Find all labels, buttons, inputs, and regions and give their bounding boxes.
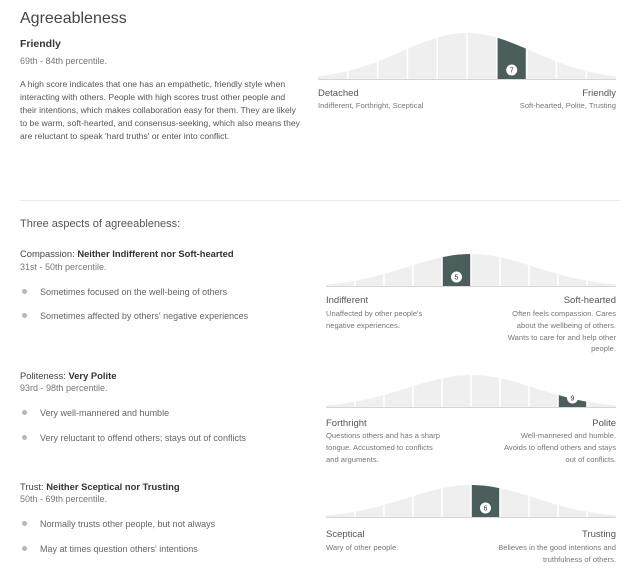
trait-description: A high score indicates that one has an empathetic, friendly style when interacting with others. People with high scores trust other people and their intentions, which makes collaboration easy for them. They are likely to be warm, soft-hearted, and consensus-seeking, which also means they are reluctant to speak 'hard truths' or enter into conflict. [20,79,300,141]
scale-right-desc: Often feels compassion. Cares about the wellbeing of others. Wants to care for and help other people. [507,309,616,354]
trait-name: Friendly [20,38,61,50]
aspect-title-politeness [20,370,116,381]
score-value: 6 [483,505,488,513]
aspect-bullet [20,433,246,443]
scale-right-label: Trusting [582,529,616,540]
section-heading: Agreeableness [20,10,127,27]
scale-right-desc: Well-mannered and humble. Avoids to offend others and stays out of conflicts. [503,431,616,464]
bullet-text: May at times question others' intentions [40,544,198,554]
bullet-dot [22,435,27,440]
score-value: 9 [570,395,575,403]
scale-right-label: Polite [592,418,616,429]
aspect-level: Very Polite [68,370,117,381]
aspect-title-compassion [20,248,234,259]
scale-right-sub: Soft-hearted, Polite, Trusting [519,101,616,110]
scale-left-desc: Questions others and has a sharp tongue. Accustomed to conflicts and arguments. [326,431,440,464]
bullet-dot [22,546,27,551]
aspect-level: Neither Indifferent nor Soft-hearted [77,248,234,259]
aspect-bullet [20,408,169,418]
score-value: 5 [454,274,459,282]
aspect-prefix: Politeness: [20,370,69,381]
scale-left-label: Indifferent [326,295,369,306]
aspect-bullet [20,287,227,297]
scale-right-label: Friendly [582,88,616,99]
aspect-percentile: 93rd - 98th percentile. [20,383,108,393]
aspect-bullet [20,311,248,321]
bullet-dot [22,313,27,318]
aspect-prefix: Trust: [20,481,47,492]
scale-right-desc: Believes in the good intentions and truthfulness of others. [498,543,616,564]
bullet-dot [22,289,27,294]
scale-left-label: Sceptical [326,529,365,540]
scale-left-label: Forthright [326,418,367,429]
scale-left-sub: Indifferent, Forthright, Sceptical [318,101,424,110]
bullet-text: Sometimes affected by others' negative experiences [40,311,249,321]
bell-chart-main [318,32,616,80]
bullet-dot [22,521,27,526]
bullet-dot [22,410,27,415]
divider [20,200,620,201]
bell-chart-politeness [326,374,616,408]
bullet-text: Normally trusts other people, but not always [40,519,216,529]
bell-chart-compassion [326,253,616,287]
scale-left-label: Detached [318,88,359,99]
aspect-percentile: 31st - 50th percentile. [20,262,107,272]
aspect-bullet [20,544,198,554]
aspect-percentile: 50th - 69th percentile. [20,494,108,504]
aspect-title-trust [20,481,180,492]
score-value: 7 [509,67,514,75]
scale-left-desc: Unaffected by other people's negative experiences. [326,309,423,330]
aspects-heading: Three aspects of agreeableness: [20,218,181,230]
aspect-prefix: Compassion: [20,248,78,259]
bell-chart-trust [326,484,616,518]
bullet-text: Sometimes focused on the well-being of others [40,287,228,297]
scale-right-label: Soft-hearted [563,295,616,306]
bullet-text: Very well-mannered and humble [40,408,170,418]
aspect-level: Neither Sceptical nor Trusting [46,481,180,492]
bullet-text: Very reluctant to offend others; stays out of conflicts [40,433,246,443]
trait-percentile: 69th - 84th percentile. [20,56,108,66]
scale-left-desc: Wary of other people. [326,543,399,552]
aspect-bullet [20,519,215,529]
